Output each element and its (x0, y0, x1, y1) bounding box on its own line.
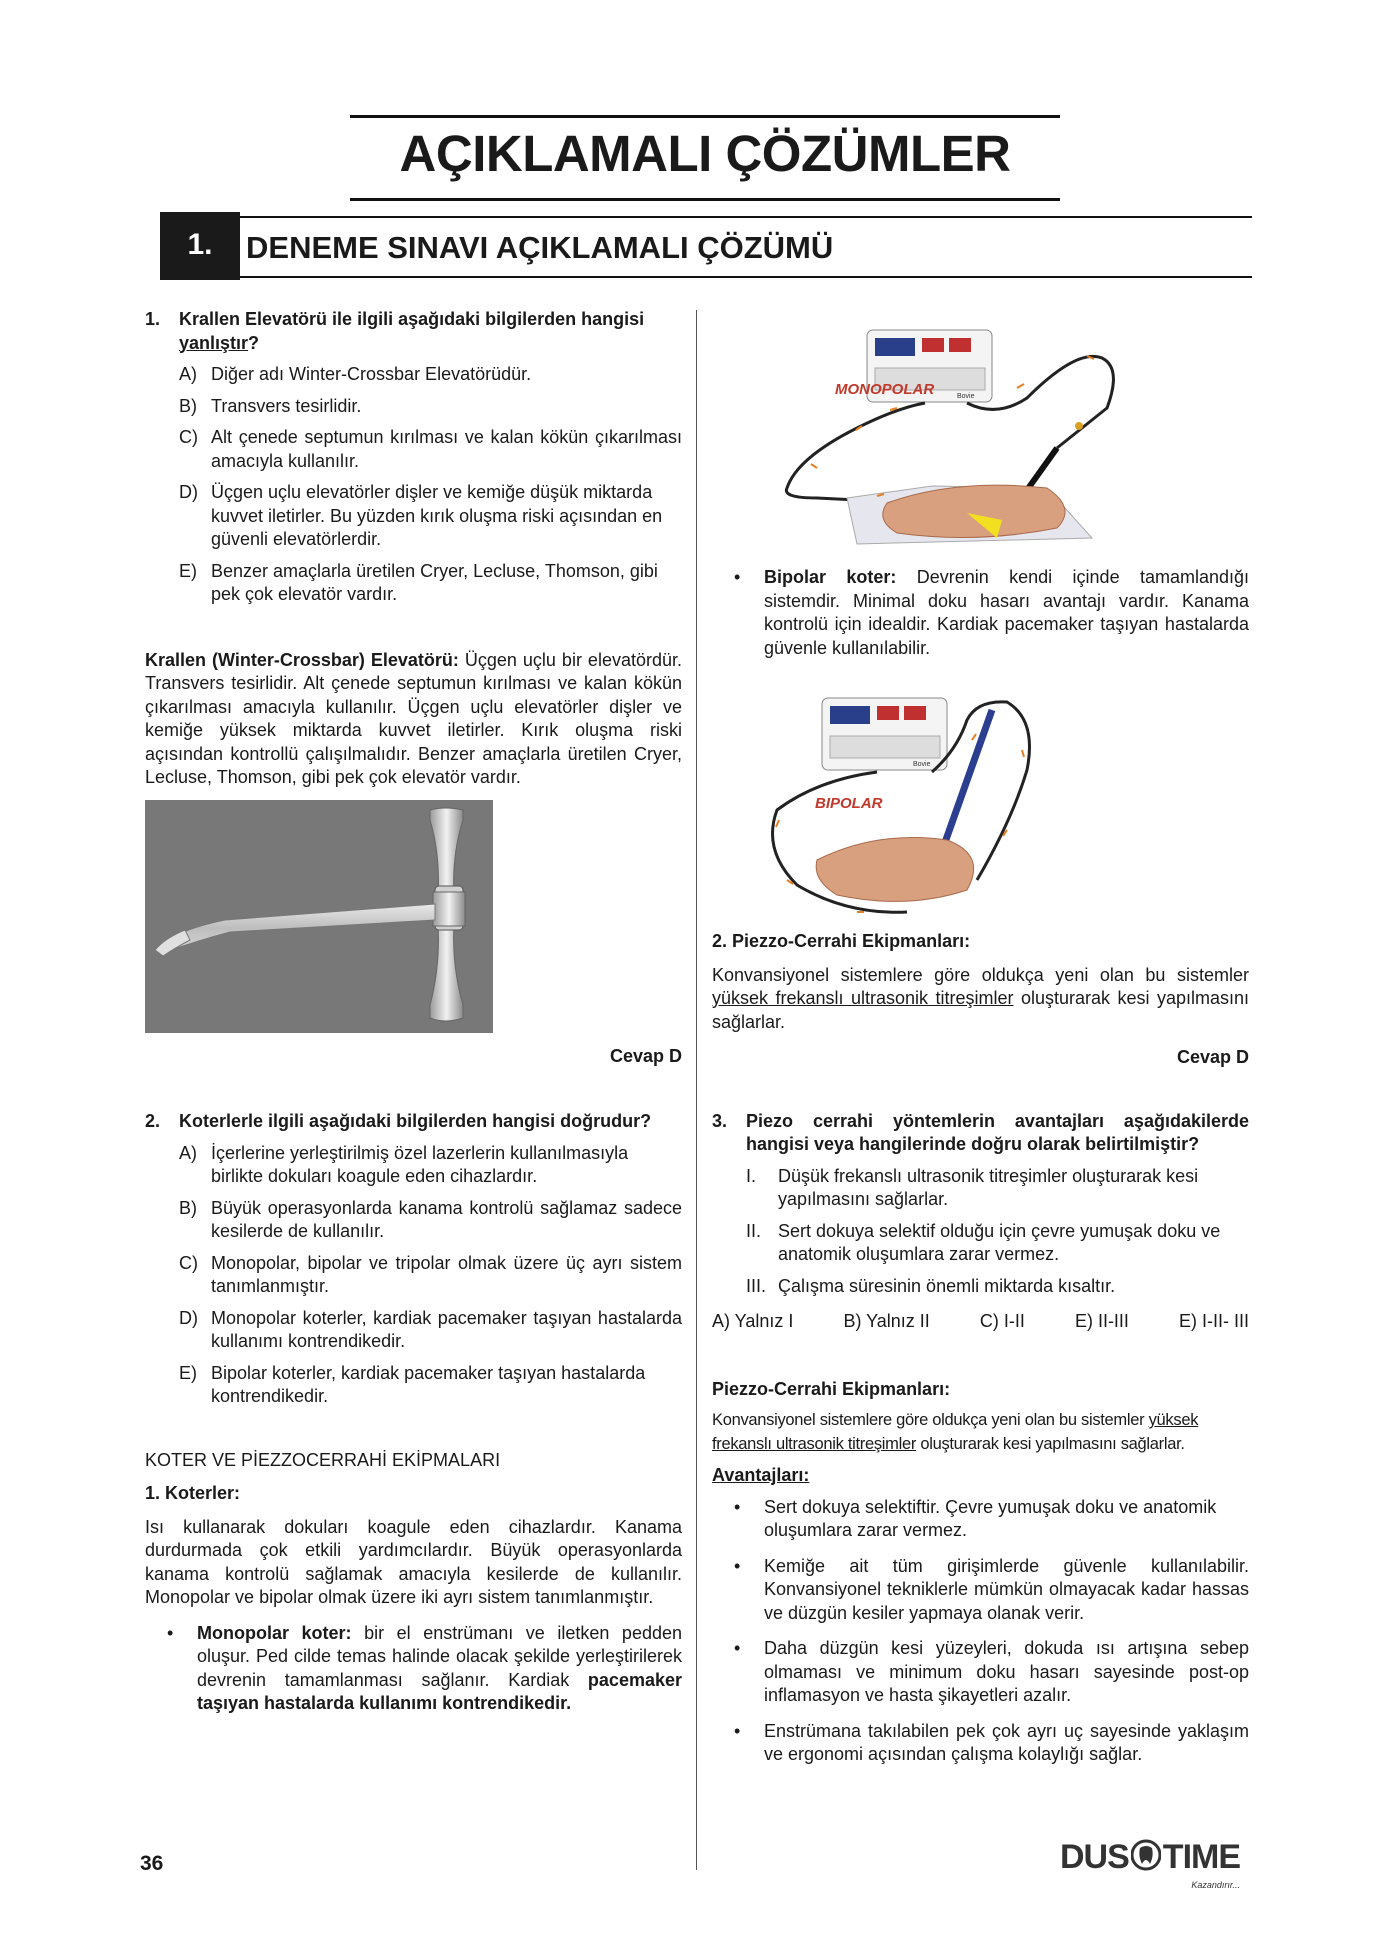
right-column (712, 308, 1249, 1767)
question-3 (712, 1110, 1249, 1157)
answer-choice: E) I-II- III (1179, 1311, 1249, 1331)
elevator-photo (145, 800, 493, 1033)
question-2 (145, 1110, 682, 1134)
question-3-text: Piezo cerrahi yöntemlerin avantajları aşağıdakilerde hangisi veya hangilerinde doğru olarak belirtilmiştir? (746, 1110, 1249, 1154)
option: A) İçerlerine yerleştirilmiş özel lazerlerin kullanılmasıyla birlikte dokuları koagule eden cihazlardır. (179, 1142, 629, 1186)
advantage-item: • Daha düzgün kesi yüzeyleri, dokuda ısı artışına sebep olmaması ve minimum doku hasarı sayesinde post-op inflamasyon ve hasta şikayetleri azalır. (734, 1638, 1249, 1705)
question-1 (145, 308, 682, 355)
option: E) Benzer amaçlarla üretilen Cryer, Lecluse, Thomson, gibi pek çok elevatör vardır. (179, 560, 658, 604)
statement: III. Çalışma süresinin önemli miktarda kısaltır. (746, 1275, 1116, 1296)
option: B) Büyük operasyonlarda kanama kontrolü sağlamaz sadece kesilerde de kullanılır. (179, 1197, 682, 1241)
section-top-rule (240, 216, 1252, 218)
equipment-heading: KOTER VE PİEZZOCERRAHİ EKİPMALARI (145, 1449, 501, 1470)
question-1-options (179, 363, 682, 607)
answer-choice: E) II-III (1074, 1311, 1129, 1331)
answer-2: Cevap D (1176, 1047, 1249, 1067)
svg-text:Bovie: Bovie (957, 393, 975, 400)
question-number: 3. (712, 1110, 728, 1131)
option: E) Bipolar koterler, kardiak pacemaker taşıyan hastalarda kontrendikedir. (179, 1362, 646, 1406)
koterler-paragraph: Isı kullanarak dokuları koagule eden cihazlardır. Kanama durdurmada çok etkili yardımcılardır. Büyük operasyonlarda kanama kontrolü sağlamak amacıyla kesilerde de kullanılır. Monopolar ve bipolar olmak üzere iki ayrı sistem tanımlanmıştır. (145, 1516, 682, 1607)
piezo-heading: 2. Piezzo-Cerrahi Ekipmanları: (712, 931, 971, 951)
title-bottom-rule (350, 198, 1060, 201)
koterler-subheading: 1. Koterler: (145, 1483, 241, 1503)
option: D) Monopolar koterler, kardiak pacemaker taşıyan hastalarda kullanımı kontrendikedir. (179, 1307, 682, 1351)
svg-text:MONOPOLAR: MONOPOLAR (835, 381, 935, 398)
tooth-icon (1131, 1838, 1161, 1872)
svg-text:BIPOLAR: BIPOLAR (815, 795, 883, 812)
option: C) Monopolar, bipolar ve tripolar olmak üzere üç ayrı sistem tanımlanmıştır. (179, 1252, 682, 1296)
answer-choice: A) Yalnız I (712, 1311, 794, 1331)
question-1-text: Krallen Elevatörü ile ilgili aşağıdaki bilgilerden hangisi yanlıştır? (179, 309, 645, 353)
question-number: 2. (145, 1111, 161, 1131)
svg-text:Bovie: Bovie (913, 761, 931, 768)
question-number: 1. (145, 309, 161, 329)
statement: II. Sert dokuya selektif olduğu için çevre yumuşak doku ve anatomik oluşumlara zarar vermez. (746, 1220, 1221, 1264)
monopolar-figure (757, 308, 1217, 548)
bipolar-diagram (757, 680, 1217, 920)
section-bottom-rule (240, 276, 1252, 278)
statement: I. Düşük frekanslı ultrasonik titreşimler oluşturarak kesi yapılmasını sağlarlar. (746, 1165, 1199, 1209)
advantages-heading: Avantajları: (712, 1465, 810, 1485)
answer-choice: C) I-II (979, 1311, 1025, 1331)
question-3-answers (712, 1310, 1249, 1334)
column-divider (696, 310, 697, 1870)
question-2-options (179, 1142, 682, 1409)
piezo-paragraph-2: Konvansiyonel sistemlere göre oldukça yeni olan bu sistemler yüksek frekanslı ultrasonik titreşimler oluşturarak kesi yapılmasını sağlarlar. (712, 1411, 1199, 1453)
page-number: 36 (140, 1852, 164, 1875)
elevator-illustration (145, 800, 493, 1033)
title-top-rule (350, 115, 1060, 118)
page-title: AÇIKLAMALI ÇÖZÜMLER (399, 125, 1011, 182)
bipolar-figure (757, 680, 1217, 920)
question-3-items (746, 1165, 1249, 1299)
section-title: DENEME SINAVI AÇIKLAMALI ÇÖZÜMÜ (246, 230, 834, 265)
answer-1: Cevap D (609, 1045, 682, 1066)
question-1-explanation: Krallen (Winter-Crossbar) Elevatörü: Üçgen uçlu bir elevatördür. Transvers tesirlidir. Alt çenede septumun kırılması ve kalan kökün çıkarılması amacıyla kullanılır. Üçgen uçlu elevatörler dişler ve kemiğe yüksek miktarda kuvvet iletirler. Kırık oluşma riski açısından kontrollü çalışılmalıdır. Benzer amaçlarla üretilen Cryer, Lecluse, Thomson, gibi pek çok elevatör vardır. (145, 649, 682, 787)
option: B) Transvers tesirlidir. (179, 395, 362, 416)
piezo-heading-2: Piezzo-Cerrahi Ekipmanları: (712, 1378, 951, 1399)
monopolar-diagram (757, 308, 1217, 548)
advantage-item: • Kemiğe ait tüm girişimlerde güvenle kullanılabilir. Konvansiyonel tekniklerle mümkün olmayacak kadar hassas ve düzgün kesiler yapmaya olanak verir. (734, 1555, 1249, 1623)
advantage-item: • Sert dokuya selektiftir. Çevre yumuşak doku ve anatomik oluşumlara zarar vermez. (734, 1496, 1217, 1540)
option: A) Diğer adı Winter-Crossbar Elevatörüdür. (179, 364, 532, 384)
option: C) Alt çenede septumun kırılması ve kalan kökün çıkarılması amacıyla kullanılır. (179, 427, 682, 471)
option: D) Üçgen uçlu elevatörler dişler ve kemiğe düşük miktarda kuvvet iletirler. Bu yüzden kırık oluşma riski açısından en güvenli elevatörlerdir. (179, 482, 663, 549)
monopolar-bullet: • Monopolar koter: bir el enstrümanı ve iletken pedden oluşur. Ped cilde temas halinde olacak şekilde yerleştirilerek devrenin tamamlanması sağlanır. Kardiak pacemaker taşıyan hastalarda kullanımı kontrendikedir. (167, 1622, 682, 1713)
dustime-logo: DUS TIME Kazandırır... (1060, 1838, 1241, 1890)
left-column (145, 308, 682, 1716)
piezo-paragraph: Konvansiyonel sistemlere göre oldukça yeni olan bu sistemler yüksek frekanslı ultrasonik titreşimler oluşturarak kesi yapılmasını sağlarlar. (712, 964, 1249, 1032)
question-2-text: Koterlerle ilgili aşağıdaki bilgilerden hangisi doğrudur? (179, 1111, 652, 1131)
section-number: 1. (160, 212, 240, 280)
answer-choice: B) Yalnız II (843, 1311, 930, 1331)
advantage-item: • Enstrümana takılabilen pek çok ayrı uç sayesinde yaklaşım ve ergonomi açısından çalışma kolaylığı sağlar. (734, 1720, 1249, 1764)
bipolar-bullet: • Bipolar koter: Devrenin kendi içinde tamamlandığı sistemdir. Minimal doku hasarı avantajı vardır. Kanama kontrolü için idealdir. Kardiak pacemaker taşıyan hastalarda güvenle kullanılabilir. (734, 567, 1249, 658)
